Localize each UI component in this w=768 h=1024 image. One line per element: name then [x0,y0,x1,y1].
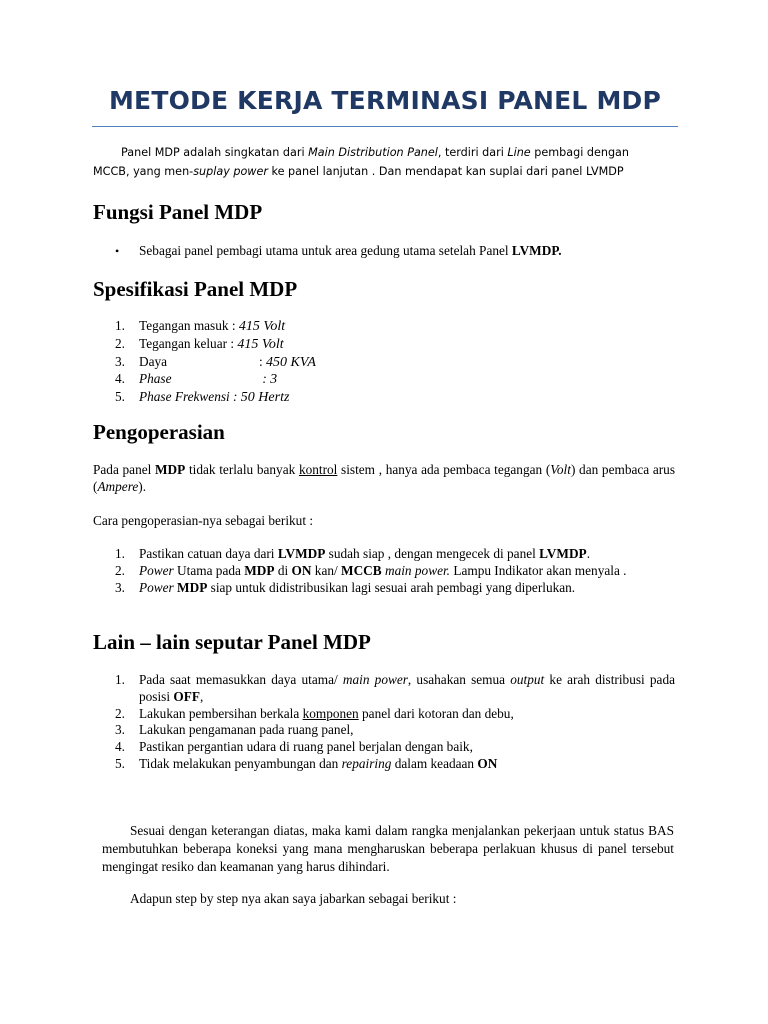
spec-item: 1. Tegangan masuk : 415 Volt [115,318,286,334]
list-item: • Sebagai panel pembagi utama untuk area gedung utama setelah Panel LVMDP. [115,243,562,258]
title-underline [92,126,678,127]
heading-spesifikasi: Spesifikasi Panel MDP [93,277,298,301]
spesifikasi-list [93,318,675,407]
heading-fungsi: Fungsi Panel MDP [93,200,263,224]
step-item: 2. Power Utama pada MDP di ON kan/ MCCB main power. Lampu Indikator akan menyala . [115,562,627,578]
list-item: 2. Lakukan pembersihan berkala komponen panel dari kotoran dan debu, [115,705,514,721]
step-item: 3. Power MDP siap untuk didistribusikan lagi sesuai arah pembagi yang diperlukan. [115,579,576,595]
intro-paragraph: Panel MDP adalah singkatan dari Main Distribution Panel, terdiri dari Line pembagi dengan MCCB, yang men-suplay power ke panel lanjutan . Dan mendapat kan suplai dari panel LVMDP [93,146,629,178]
heading-lain-lain: Lain – lain seputar Panel MDP [93,630,371,654]
list-item: 3. Lakukan pengamanan pada ruang panel, [115,722,354,738]
step-item: 1. Pastikan catuan daya dari LVMDP sudah siap , dengan mengecek di panel LVMDP. [115,546,591,561]
pengoperasian-paragraph: Pada panel MDP tidak terlalu banyak kontrol sistem , hanya ada pembaca tegangan (Volt) dan pembaca arus (Ampere). [93,462,676,494]
spec-item: 4. Phase : 3 [115,371,278,388]
spec-item: 2. Tegangan keluar : 415 Volt [115,335,284,352]
spec-item: 3. Daya : 450 KVA [115,353,316,370]
list-item: 4. Pastikan pergantian udara di ruang panel berjalan dengan baik, [115,739,473,755]
cara-pengoperasian-text: Cara pengoperasian-nya sebagai berikut : [93,513,314,528]
lain-lain-list [93,672,675,773]
closing-paragraph: Sesuai dengan keterangan diatas, maka kami dalam rangka menjalankan pekerjaan untuk status BAS membutuhkan beberapa koneksi yang mana mengharuskan beberapa perlakuan khusus di panel tersebut mengingat resiko dan keamanan yang harus dihindari. [102,823,674,874]
fungsi-list [93,243,675,260]
list-item: 5. Tidak melakukan penyambungan dan repairing dalam keadaan ON [115,755,498,771]
document-title: METODE KERJA TERMINASI PANEL MDP [108,86,662,115]
closing-step-text: Adapun step by step nya akan saya jabarkan sebagai berikut : [130,891,457,906]
pengoperasian-steps [93,546,675,596]
heading-pengoperasian: Pengoperasian [93,420,225,444]
spec-item: 5. Phase Frekwensi : 50 Hertz [115,389,290,406]
list-item: 1. Pada saat memasukkan daya utama/ main power, usahakan semua output ke arah distribusi pada posisi OFF, [115,672,675,704]
bullet-marker: • [115,244,120,258]
